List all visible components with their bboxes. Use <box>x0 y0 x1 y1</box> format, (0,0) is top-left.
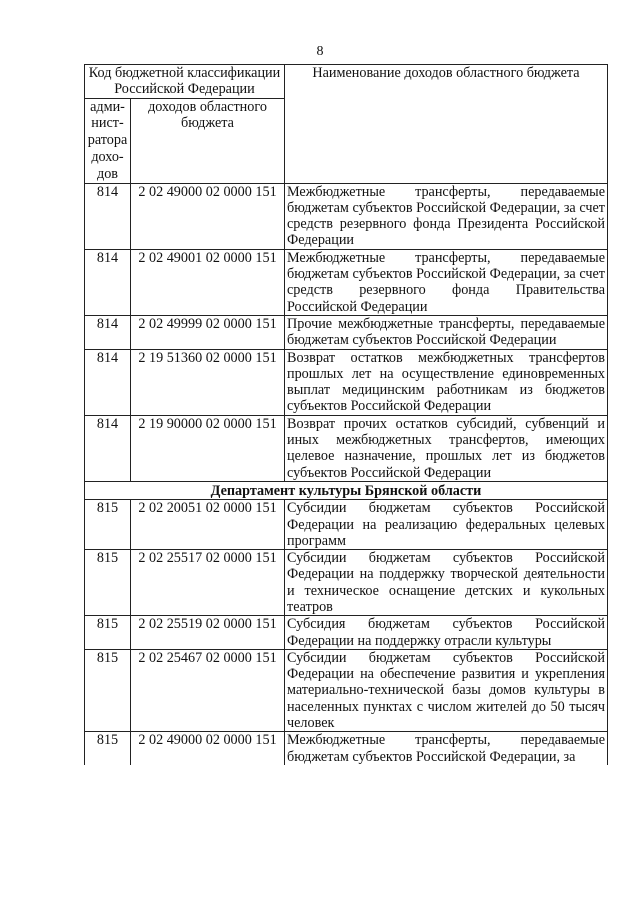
table-row <box>85 415 608 481</box>
table-body <box>85 183 608 765</box>
income-name-cell: Субсидии бюджетам субъектов Российской Федерации на реализацию федеральных целевых программ <box>285 500 608 550</box>
admin-code-cell: 814 <box>85 183 131 249</box>
income-code-cell: 2 02 49000 02 0000 151 <box>131 732 285 765</box>
admin-code-cell: 814 <box>85 249 131 315</box>
admin-code-cell: 814 <box>85 315 131 349</box>
header-name: Наименование доходов областного бюджета <box>285 65 608 184</box>
income-code-cell: 2 19 90000 02 0000 151 <box>131 415 285 481</box>
income-name-cell: Межбюджетные трансферты, передаваемые бюджетам субъектов Российской Федерации, за счет средств резервного фонда Правительства Российской Федерации <box>285 249 608 315</box>
table-row <box>85 500 608 550</box>
table-row <box>85 349 608 415</box>
income-name-cell: Возврат прочих остатков субсидий, субвенций и иных межбюджетных трансфертов, имеющих целевое назначение, прошлых лет из бюджетов субъектов Российской Федерации <box>285 415 608 481</box>
header-code-group: Код бюджетной классификации Российской Федерации <box>85 65 285 99</box>
income-code-cell: 2 02 49001 02 0000 151 <box>131 249 285 315</box>
table-row <box>85 183 608 249</box>
income-code-cell: 2 02 25519 02 0000 151 <box>131 616 285 650</box>
income-name-cell: Субсидии бюджетам субъектов Российской Федерации на обеспечение развития и укрепления материально-технической базы домов культуры в населенных пунктах с числом жителей до 50 тысяч человек <box>285 649 608 731</box>
income-code-cell: 2 02 49999 02 0000 151 <box>131 315 285 349</box>
income-name-cell: Прочие межбюджетные трансферты, передаваемые бюджетам субъектов Российской Федерации <box>285 315 608 349</box>
section-row <box>85 481 608 499</box>
income-code-cell: 2 02 25517 02 0000 151 <box>131 550 285 616</box>
admin-code-cell: 815 <box>85 616 131 650</box>
admin-code-cell: 814 <box>85 415 131 481</box>
header-administrator: адми-нист-ратора дохо-дов <box>85 98 131 183</box>
table-row <box>85 249 608 315</box>
table-row <box>85 550 608 616</box>
table-header <box>85 65 608 184</box>
admin-code-cell: 815 <box>85 649 131 731</box>
admin-code-cell: 815 <box>85 732 131 765</box>
income-name-cell: Возврат остатков межбюджетных трансфертов прошлых лет на осуществление единовременных выплат медицинским работникам из бюджетов субъектов Российской Федерации <box>285 349 608 415</box>
income-name-cell: Субсидия бюджетам субъектов Российской Федерации на поддержку отрасли культуры <box>285 616 608 650</box>
table-row <box>85 315 608 349</box>
income-name-cell: Межбюджетные трансферты, передаваемые бюджетам субъектов Российской Федерации, за <box>285 732 608 765</box>
income-code-cell: 2 19 51360 02 0000 151 <box>131 349 285 415</box>
table-row <box>85 649 608 731</box>
income-name-cell: Межбюджетные трансферты, передаваемые бюджетам субъектов Российской Федерации, за счет средств резервного фонда Президента Российской Федерации <box>285 183 608 249</box>
income-code-cell: 2 02 49000 02 0000 151 <box>131 183 285 249</box>
income-code-cell: 2 02 20051 02 0000 151 <box>131 500 285 550</box>
table-row <box>85 732 608 765</box>
admin-code-cell: 815 <box>85 550 131 616</box>
section-title: Департамент культуры Брянской области <box>85 481 608 499</box>
page-number: 8 <box>316 44 324 59</box>
budget-classification-table <box>84 64 608 765</box>
admin-code-cell: 814 <box>85 349 131 415</box>
header-income: доходов областного бюджета <box>131 98 285 183</box>
table-row <box>85 616 608 650</box>
income-name-cell: Субсидии бюджетам субъектов Российской Федерации на поддержку творческой деятельности и техническое оснащение детских и кукольных театров <box>285 550 608 616</box>
income-code-cell: 2 02 25467 02 0000 151 <box>131 649 285 731</box>
admin-code-cell: 815 <box>85 500 131 550</box>
